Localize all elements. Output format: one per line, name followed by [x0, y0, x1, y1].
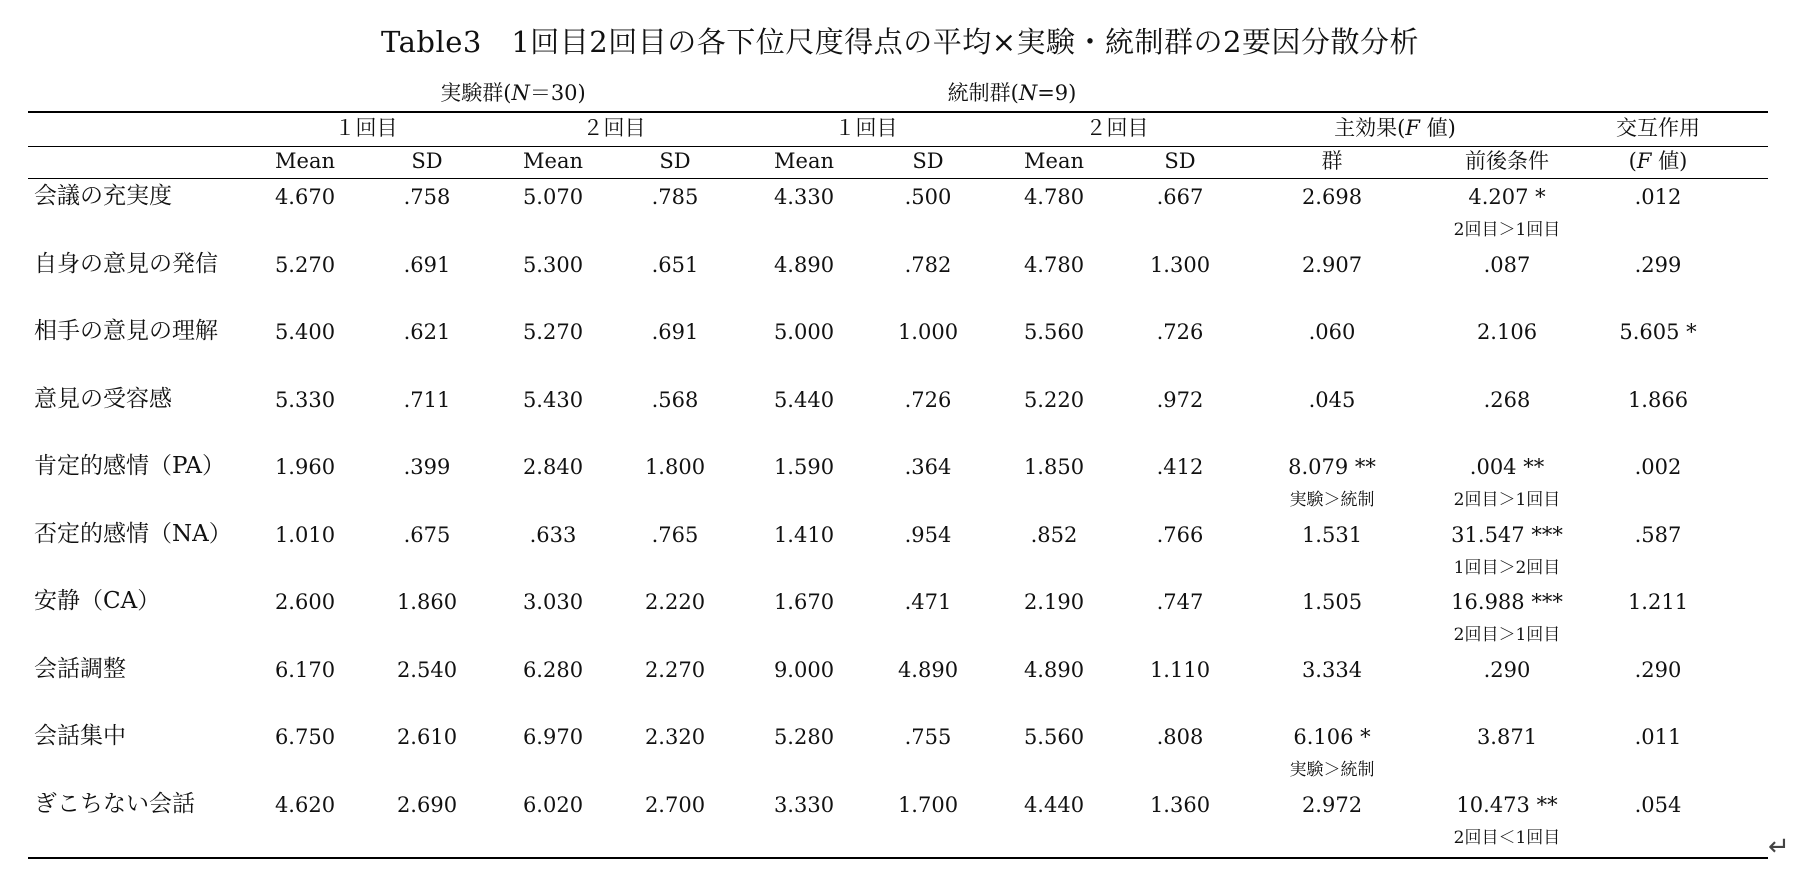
table-cell: 6.750 — [274, 725, 336, 749]
table-cell: 5.430 — [522, 388, 584, 412]
table-cell: .675 — [403, 523, 451, 547]
interaction-header: 交互作用 — [1616, 116, 1700, 140]
control-group-header: 統制群(N=9) — [947, 81, 1077, 105]
session-header: １回目 — [334, 116, 398, 140]
prepost-effect-value: 10.473 ** — [1456, 793, 1558, 817]
table-cell: 5.270 — [522, 320, 584, 344]
table-cell: 5.220 — [1023, 388, 1085, 412]
interaction-value: .002 — [1634, 455, 1682, 479]
row-label: 自身の意見の発信 — [34, 251, 218, 277]
table-title: Table3 1回目2回目の各下位尺度得点の平均×実験・統制群の2要因分散分析 — [381, 25, 1419, 59]
table-cell: 1.360 — [1149, 793, 1211, 817]
column-header: 前後条件 — [1465, 149, 1549, 173]
row-label: 肯定的感情（PA） — [34, 453, 225, 479]
table-cell: .667 — [1156, 185, 1204, 209]
interaction-value: .290 — [1634, 658, 1682, 682]
table-cell: 3.330 — [773, 793, 835, 817]
interaction-value: 5.605 * — [1619, 320, 1697, 344]
table-cell: 6.020 — [522, 793, 584, 817]
table-cell: 5.440 — [773, 388, 835, 412]
table-cell: .785 — [651, 185, 699, 209]
table-cell: 1.410 — [773, 523, 835, 547]
table-cell: 2.690 — [396, 793, 458, 817]
table-cell: 4.890 — [897, 658, 959, 682]
group-effect-value: 8.079 ** — [1288, 455, 1376, 479]
table-cell: .691 — [651, 320, 699, 344]
group-effect-note: 実験＞統制 — [1289, 490, 1375, 510]
group-effect-value: 3.334 — [1301, 658, 1363, 682]
table-cell: .808 — [1156, 725, 1204, 749]
table-cell: 6.280 — [522, 658, 584, 682]
session-header: ２回目 — [582, 116, 646, 140]
table-cell: 5.070 — [522, 185, 584, 209]
experimental-group-header: 実験群(N＝30) — [440, 81, 586, 105]
table-cell: .364 — [904, 455, 952, 479]
table-cell: 1.670 — [773, 590, 835, 614]
prepost-effect-value: .290 — [1483, 658, 1531, 682]
prepost-effect-note: 2回目＞1回目 — [1453, 220, 1561, 240]
table-cell: 1.010 — [274, 523, 336, 547]
table-cell: .726 — [904, 388, 952, 412]
table-cell: .651 — [651, 253, 699, 277]
table-cell: 4.620 — [274, 793, 336, 817]
table-cell: 2.840 — [522, 455, 584, 479]
table-cell: 1.860 — [396, 590, 458, 614]
table-cell: 5.270 — [274, 253, 336, 277]
table-cell: 9.000 — [773, 658, 835, 682]
table-cell: 1.700 — [897, 793, 959, 817]
group-effect-value: 2.972 — [1301, 793, 1363, 817]
table-cell: 4.330 — [773, 185, 835, 209]
table-cell: 2.190 — [1023, 590, 1085, 614]
group-effect-value: .060 — [1308, 320, 1356, 344]
table-cell: 4.780 — [1023, 253, 1085, 277]
table-cell: 2.220 — [644, 590, 706, 614]
table-cell: 5.000 — [773, 320, 835, 344]
interaction-f-header: (F 値) — [1628, 149, 1688, 173]
interaction-value: 1.866 — [1627, 388, 1689, 412]
row-label: 会議の充実度 — [34, 183, 172, 209]
group-effect-value: .045 — [1308, 388, 1356, 412]
prepost-effect-value: .268 — [1483, 388, 1531, 412]
table-cell: 4.890 — [1023, 658, 1085, 682]
main-effect-header: 主効果(F 値) — [1334, 116, 1456, 140]
table-cell: .972 — [1156, 388, 1204, 412]
bottom-rule — [28, 857, 1768, 859]
header-rule — [28, 146, 1768, 147]
table-cell: 4.440 — [1023, 793, 1085, 817]
row-label: 相手の意見の理解 — [34, 318, 218, 344]
interaction-value: .054 — [1634, 793, 1682, 817]
session-header: １回目 — [834, 116, 898, 140]
table-cell: 2.600 — [274, 590, 336, 614]
table-cell: 1.110 — [1149, 658, 1211, 682]
table-cell: 4.780 — [1023, 185, 1085, 209]
prepost-effect-note: 2回目＜1回目 — [1453, 828, 1561, 848]
table-cell: 2.700 — [644, 793, 706, 817]
group-effect-value: 6.106 * — [1293, 725, 1371, 749]
interaction-value: .011 — [1634, 725, 1682, 749]
table-cell: 2.270 — [644, 658, 706, 682]
group-effect-value: 1.505 — [1301, 590, 1363, 614]
table-cell: .691 — [403, 253, 451, 277]
table-cell: 1.300 — [1149, 253, 1211, 277]
table-cell: 3.030 — [522, 590, 584, 614]
table-cell: 5.560 — [1023, 725, 1085, 749]
prepost-effect-note: 2回目＞1回目 — [1453, 625, 1561, 645]
column-header: Mean — [1024, 149, 1084, 173]
prepost-effect-value: .004 ** — [1469, 455, 1545, 479]
prepost-effect-value: 3.871 — [1476, 725, 1538, 749]
table-cell: .711 — [403, 388, 451, 412]
table-cell: 2.610 — [396, 725, 458, 749]
prepost-effect-note: 2回目＞1回目 — [1453, 490, 1561, 510]
table-cell: 1.800 — [644, 455, 706, 479]
table-cell: .471 — [904, 590, 952, 614]
column-header: SD — [411, 149, 443, 173]
table-cell: .399 — [403, 455, 451, 479]
table-cell: 1.960 — [274, 455, 336, 479]
session-header: ２回目 — [1085, 116, 1149, 140]
prepost-effect-value: 2.106 — [1476, 320, 1538, 344]
column-header: SD — [659, 149, 691, 173]
table-cell: .412 — [1156, 455, 1204, 479]
table-cell: 5.560 — [1023, 320, 1085, 344]
row-label: 否定的感情（NA） — [34, 521, 232, 547]
row-label: 会話集中 — [34, 723, 126, 749]
column-header: 群 — [1321, 149, 1343, 173]
row-label: ぎこちない会話 — [34, 791, 195, 817]
group-effect-value: 2.907 — [1301, 253, 1363, 277]
row-label: 安静（CA） — [34, 588, 161, 614]
top-rule — [28, 111, 1768, 113]
interaction-value: 1.211 — [1627, 590, 1689, 614]
table-cell: 5.330 — [274, 388, 336, 412]
prepost-effect-value: 16.988 *** — [1451, 590, 1563, 614]
prepost-effect-value: 31.547 *** — [1451, 523, 1563, 547]
column-header: Mean — [774, 149, 834, 173]
return-mark-icon: ↵ — [1768, 832, 1790, 862]
table-cell: .568 — [651, 388, 699, 412]
table-cell: 4.890 — [773, 253, 835, 277]
table-cell: .621 — [403, 320, 451, 344]
table-cell: 5.280 — [773, 725, 835, 749]
table-cell: 5.400 — [274, 320, 336, 344]
prepost-effect-value: .087 — [1483, 253, 1531, 277]
column-header: SD — [1164, 149, 1196, 173]
table-cell: .758 — [403, 185, 451, 209]
table-cell: 1.850 — [1023, 455, 1085, 479]
group-effect-value: 1.531 — [1301, 523, 1363, 547]
table-cell: 4.670 — [274, 185, 336, 209]
table-cell: 1.000 — [897, 320, 959, 344]
table-cell: .500 — [904, 185, 952, 209]
column-header: Mean — [523, 149, 583, 173]
prepost-effect-note: 1回目＞2回目 — [1453, 558, 1561, 578]
row-label: 会話調整 — [34, 656, 126, 682]
table-cell: 2.320 — [644, 725, 706, 749]
prepost-effect-value: 4.207 * — [1468, 185, 1546, 209]
table-cell: .726 — [1156, 320, 1204, 344]
interaction-value: .299 — [1634, 253, 1682, 277]
table-cell: .765 — [651, 523, 699, 547]
interaction-value: .012 — [1634, 185, 1682, 209]
row-label: 意見の受容感 — [34, 386, 172, 412]
group-effect-note: 実験＞統制 — [1289, 760, 1375, 780]
table-cell: .633 — [529, 523, 577, 547]
column-header: Mean — [275, 149, 335, 173]
table-cell: .766 — [1156, 523, 1204, 547]
group-effect-value: 2.698 — [1301, 185, 1363, 209]
table-cell: .747 — [1156, 590, 1204, 614]
table-cell: 5.300 — [522, 253, 584, 277]
table-cell: .782 — [904, 253, 952, 277]
column-header: SD — [912, 149, 944, 173]
table-cell: 2.540 — [396, 658, 458, 682]
table-cell: .755 — [904, 725, 952, 749]
table-cell: 1.590 — [773, 455, 835, 479]
table-cell: 6.170 — [274, 658, 336, 682]
table-cell: .852 — [1030, 523, 1078, 547]
table-cell: 6.970 — [522, 725, 584, 749]
table-cell: .954 — [904, 523, 952, 547]
column-rule — [28, 178, 1768, 179]
interaction-value: .587 — [1634, 523, 1682, 547]
